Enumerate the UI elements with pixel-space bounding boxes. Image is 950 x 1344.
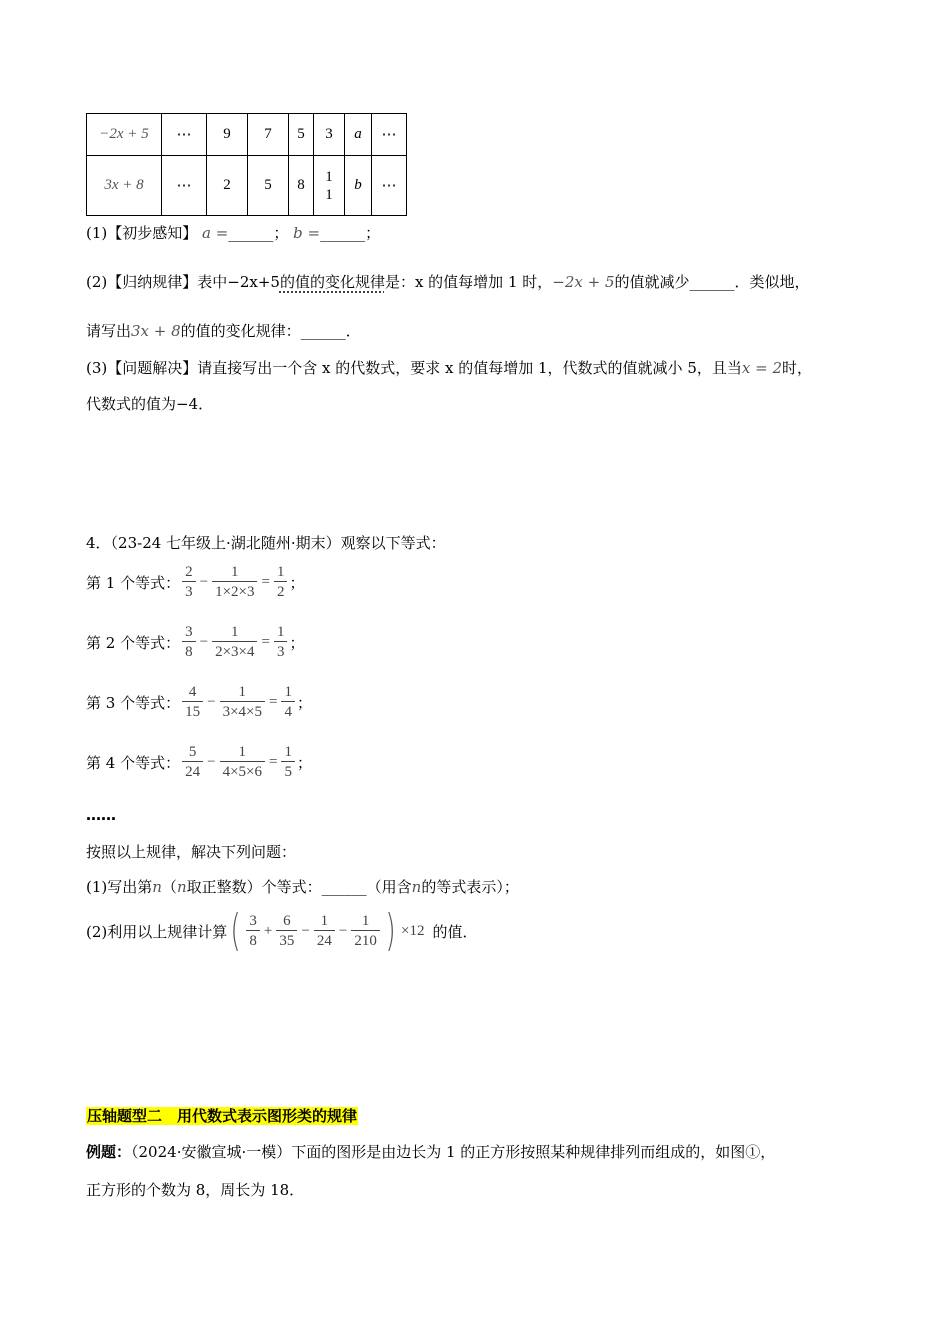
equation-4 (86, 743, 312, 782)
table-cell: ⋯ (372, 156, 407, 216)
numerator: 3 (249, 912, 257, 929)
denominator: 4×5×6 (220, 761, 265, 782)
wrapped-value: 11 (325, 168, 333, 203)
table-cell: 5 (289, 114, 314, 156)
denominator: 3 (274, 641, 288, 662)
fraction (274, 623, 288, 662)
equation-end: ； (289, 574, 305, 592)
numerator: 1 (276, 564, 285, 580)
numerator: 2 (185, 564, 193, 580)
q2-line2-prefix: 请写出 (86, 322, 132, 340)
minus-sign: − (199, 574, 209, 590)
sub1-text-3: （用含 (366, 878, 412, 896)
numerator: 4 (188, 684, 197, 700)
numerator: 3 (185, 624, 193, 640)
sub1-text-2: 取正整数）个等式： (186, 878, 322, 896)
numerator: 1 (276, 624, 285, 640)
numerator: 1 (284, 684, 292, 700)
numerator: 1 (231, 564, 239, 580)
fraction (182, 623, 196, 662)
minus-sign: − (338, 922, 348, 939)
q1-end: ； (365, 224, 381, 242)
equation-label: 第 4 个等式： (86, 754, 181, 772)
fraction (281, 743, 295, 782)
denominator: 8 (246, 930, 260, 951)
fraction (182, 683, 203, 722)
table-cell: ⋯ (162, 156, 207, 216)
fraction (220, 743, 265, 782)
denominator: 2×3×4 (212, 641, 257, 662)
q3-text-end: 时， (781, 359, 812, 377)
denominator: 15 (182, 701, 203, 722)
q2-emphasis: 的值的变化规律 (279, 273, 385, 291)
table-cell: b (345, 156, 372, 216)
question-1 (86, 222, 380, 243)
table-cell: 9 (207, 114, 248, 156)
q2-expression-2: −2x + 5 (552, 273, 615, 291)
q1-a-blank[interactable]: ______ (228, 224, 274, 242)
q2-line2-end: ． (345, 322, 361, 340)
fraction (220, 683, 265, 722)
q2-mid: 是：x 的值每增加 1 时， (384, 273, 553, 291)
q1-prefix: (1)【初步感知】 (86, 224, 198, 242)
question-2-line-1 (86, 271, 810, 292)
left-paren: ( (230, 905, 241, 956)
numerator: 6 (283, 912, 291, 929)
table-cell: 8 (289, 156, 314, 216)
q2-line2-expression: 3x + 8 (131, 322, 181, 340)
denominator: 24 (314, 930, 335, 951)
q2-tail: 的值就减少 (614, 273, 690, 291)
numerator: 1 (238, 684, 247, 700)
equals-sign: = (268, 754, 278, 770)
equals-sign: = (261, 574, 270, 590)
q2-blank[interactable]: ______ (689, 273, 735, 291)
table-cell (314, 156, 345, 216)
table-cell: a (345, 114, 372, 156)
q1-separator: ； (273, 224, 289, 242)
question-2-line-2 (86, 320, 361, 341)
fraction (182, 563, 196, 602)
q2-tail-2: ．类似地， (734, 273, 810, 291)
right-paren: ) (385, 905, 396, 956)
q1-b-label: b = (293, 224, 321, 242)
denominator: 2 (274, 581, 288, 602)
ellipsis: …… (86, 806, 116, 824)
q2-line2-text: 的值的变化规律： (180, 322, 301, 340)
problem-4-header: 4．（23-24 七年级上·湖北随州·期末）观察以下等式： (86, 534, 446, 552)
q2-prefix: (2)【归纳规律】表中 (86, 273, 228, 291)
sub-question-1 (86, 876, 519, 897)
denominator: 210 (351, 930, 380, 951)
table-cell: 3x + 8 (87, 156, 162, 216)
equals-sign: = (261, 634, 270, 650)
variable-n: n (411, 878, 422, 896)
question-3-line-1 (86, 357, 812, 378)
denominator: 1×2×3 (212, 581, 257, 602)
fraction (351, 912, 380, 951)
fraction (281, 683, 295, 722)
q3-condition: x = 2 (741, 359, 782, 377)
equation-label: 第 2 个等式： (86, 634, 181, 652)
variable-n: n (152, 878, 162, 896)
table-cell: 2 (207, 156, 248, 216)
table-cell: 3 (314, 114, 345, 156)
section-title (86, 1105, 358, 1126)
equation-2 (86, 623, 304, 662)
table-row (87, 114, 407, 156)
plus-sign: + (263, 922, 273, 939)
minus-sign: − (301, 922, 310, 939)
denominator: 3 (182, 581, 196, 602)
equation-end: ； (296, 754, 312, 772)
fraction (314, 912, 335, 951)
example-text: （2024·安徽宣城·一模）下面的图形是由边长为 1 的正方形按照某种规律排列而组成的，如图①， (131, 1143, 776, 1161)
fraction (182, 743, 203, 782)
denominator: 35 (276, 930, 297, 951)
sub1-blank[interactable]: ______ (321, 878, 367, 896)
fraction (276, 912, 297, 951)
sub1-text: (1)写出第 (86, 878, 153, 896)
denominator: 3×4×5 (220, 701, 265, 722)
value-table (86, 113, 407, 216)
variable-n: n (176, 878, 187, 896)
equation-3 (86, 683, 312, 722)
multiplier: ×12 (401, 922, 425, 939)
sub2-end: 的值． (432, 922, 478, 941)
equation-label: 第 3 个等式： (86, 694, 181, 712)
sub2-text: (2)利用以上规律计算 (86, 922, 228, 941)
minus-sign: − (207, 754, 216, 770)
numerator: 1 (361, 912, 370, 929)
table-cell: ⋯ (372, 114, 407, 156)
question-3-line-2 (86, 393, 213, 414)
q3-line2: 代数式的值为−4． (86, 395, 214, 413)
example-label: 例题： (86, 1143, 132, 1161)
table-cell: 7 (248, 114, 289, 156)
sub-question-2 (86, 905, 478, 956)
denominator: 24 (182, 761, 203, 782)
fraction (246, 912, 260, 951)
q1-b-blank[interactable]: ______ (320, 224, 366, 242)
equation-1 (86, 563, 304, 602)
minus-sign: − (199, 634, 209, 650)
numerator: 5 (188, 744, 197, 760)
table-cell: −2x + 5 (87, 114, 162, 156)
numerator: 1 (231, 624, 239, 640)
table-row (87, 156, 407, 216)
example-line-1 (86, 1141, 775, 1162)
numerator: 1 (238, 744, 247, 760)
fraction (274, 563, 288, 602)
minus-sign: − (207, 694, 216, 710)
equation-end: ； (296, 694, 312, 712)
denominator: 4 (281, 701, 295, 722)
fraction (212, 623, 257, 662)
numerator: 1 (284, 744, 292, 760)
q2-line2-blank[interactable]: ______ (300, 322, 346, 340)
instruction: 按照以上规律，解决下列问题： (86, 843, 297, 861)
q3-text: (3)【问题解决】请直接写出一个含 x 的代数式，要求 x 的值每增加 1，代数式的值就减小 5，且当 (86, 359, 742, 377)
sub1-text-4: 的等式表示）； (421, 878, 519, 896)
q1-a-label: a = (202, 224, 229, 242)
example-line-2: 正方形的个数为 8，周长为 18． (86, 1181, 305, 1199)
table-cell: 5 (248, 156, 289, 216)
equation-label: 第 1 个等式： (86, 574, 181, 592)
fraction (212, 563, 257, 602)
section-title-text: 压轴题型二 用代数式表示图形类的规律 (87, 1107, 358, 1125)
sub1-paren: （ (161, 878, 177, 896)
denominator: 5 (281, 761, 295, 782)
numerator: 1 (320, 912, 329, 929)
equation-end: ； (289, 634, 305, 652)
denominator: 8 (182, 641, 196, 662)
q2-expression: −2x+5 (227, 273, 280, 291)
equals-sign: = (268, 694, 278, 710)
table-cell: ⋯ (162, 114, 207, 156)
